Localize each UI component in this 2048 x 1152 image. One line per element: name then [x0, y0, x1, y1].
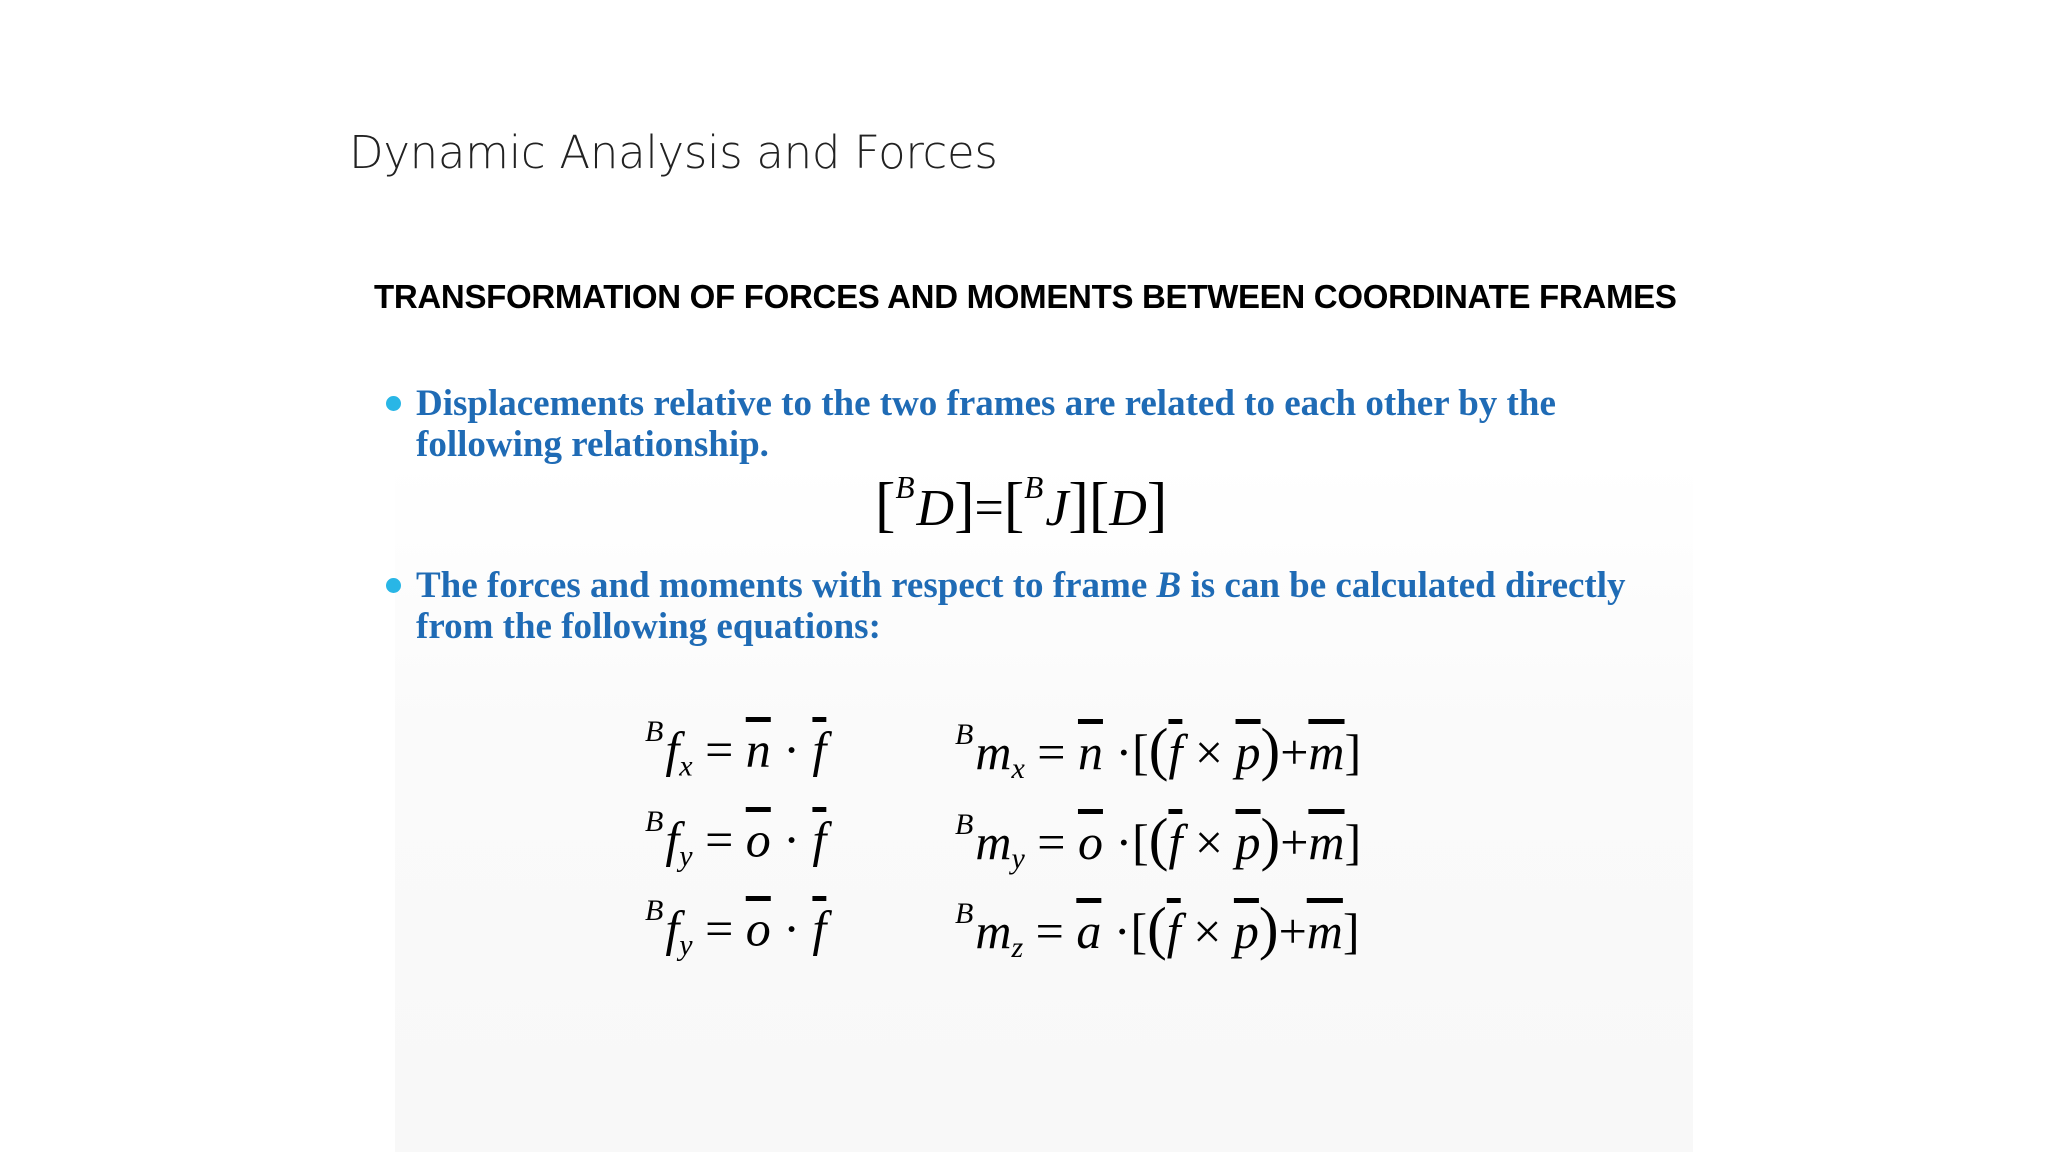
- displacement-equation: [$^B$D]=[$^B$J][D]: [875, 470, 1168, 539]
- bullet-dot-icon: [386, 578, 401, 593]
- moment-equation-3: $^Bm_z = \overline{a} \cdot[(\overline{f} \times \overline{p})+\overline{m}]$: [955, 895, 1360, 964]
- eq-symbol: D: [916, 480, 955, 537]
- slide-title: Dynamic Analysis and Forces: [349, 126, 998, 179]
- frame-name: B: [1156, 565, 1182, 606]
- slide-subtitle: TRANSFORMATION OF FORCES AND MOMENTS BETWEEN COORDINATE FRAMES: [374, 278, 1677, 315]
- frame-superscript: B: [895, 470, 915, 506]
- bullet-displacements: [386, 383, 1556, 465]
- eq-symbol: D: [1109, 480, 1147, 537]
- bullet-dot-icon: [386, 396, 401, 411]
- force-equation-2: $^Bf_y = \overline{o} \cdot \overline{f}$: [645, 805, 827, 873]
- frame-superscript: B: [1024, 470, 1044, 506]
- bullet-forces-moments: [386, 565, 1626, 647]
- moment-equation-1: $^Bm_x = \overline{n} \cdot[(\overline{f} \times \overline{p})+\overline{m}]$: [955, 716, 1362, 785]
- eq-symbol: J: [1045, 480, 1069, 537]
- moment-equation-2: $^Bm_y = \overline{o} \cdot[(\overline{f} \times \overline{p})+\overline{m}]$: [955, 806, 1362, 875]
- bullet-line: The forces and moments with respect to frame B is can be calculated directly: [416, 565, 1626, 606]
- bullet-line: from the following equations:: [416, 606, 881, 647]
- bullet-line: following relationship.: [416, 424, 769, 465]
- force-equation-3: $^Bf_y = \overline{o} \cdot \overline{f}$: [645, 894, 827, 962]
- bullet-line: Displacements relative to the two frames are related to each other by the: [416, 383, 1556, 424]
- force-equation-1: $^Bf_x = \overline{n} \cdot \overline{f}$: [645, 715, 827, 783]
